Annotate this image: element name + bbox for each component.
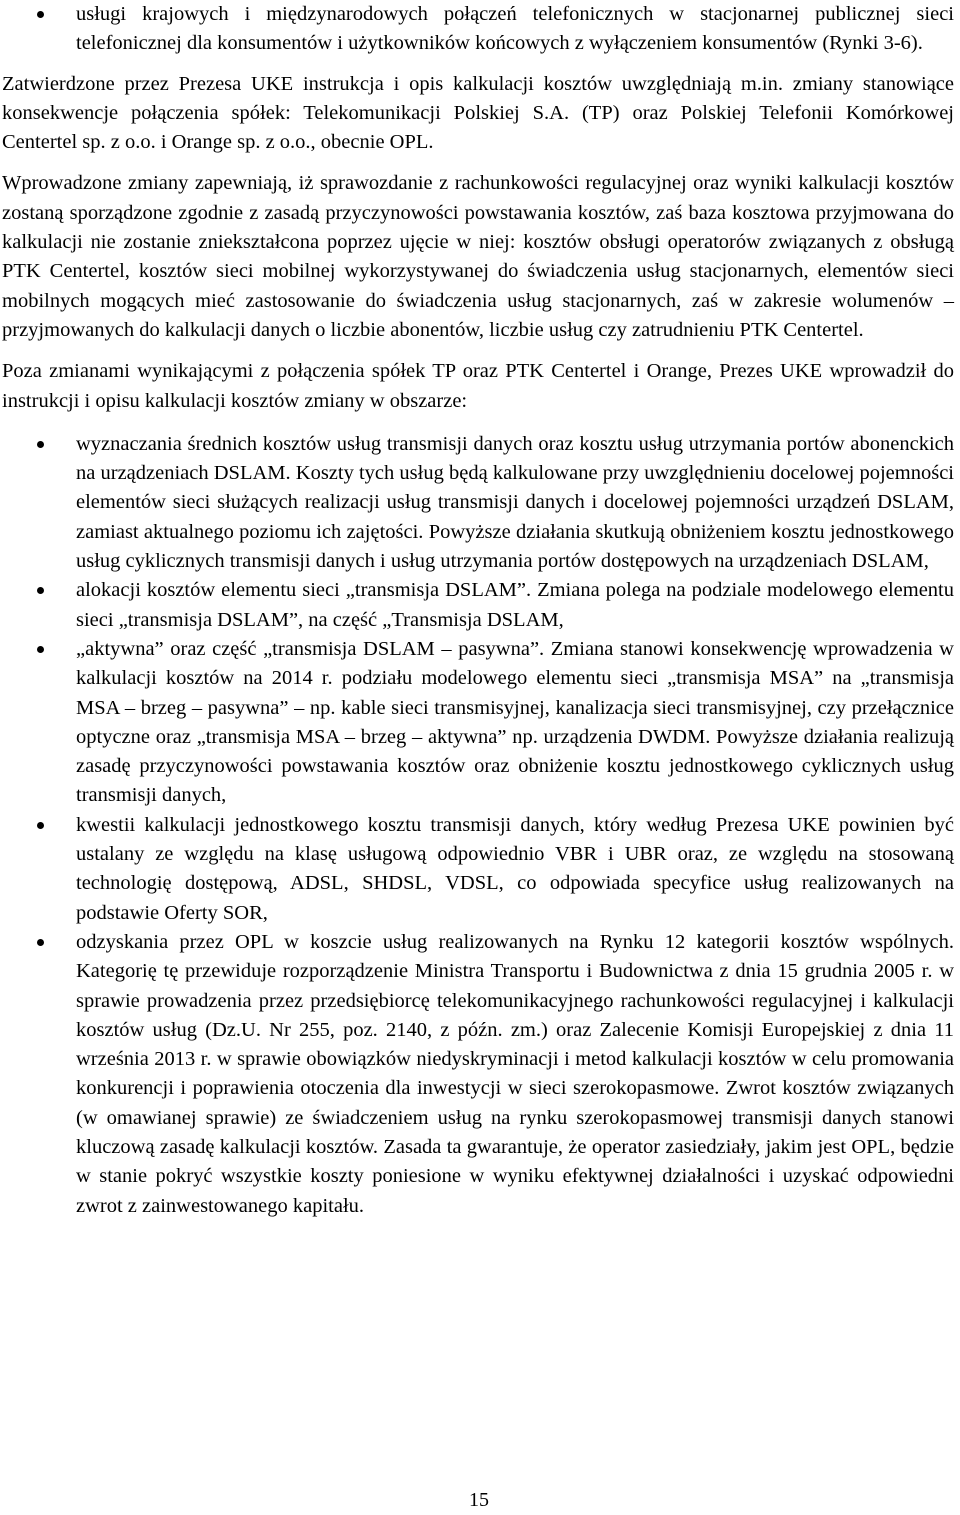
page-number: 15 [469,1489,489,1511]
list-item [2,0,954,59]
paragraph-approval: Zatwierdzone przez Prezesa UKE instrukcja i opis kalkulacji kosztów uwzględniają m.in. zmiany stanowiące konsekwencje połączenia spółek: Telekomunikacji Polskiej S.A. (TP) oraz Polskiej Telefonii Komórkowej Centertel sp. z o.o. i Orange sp. z o.o., obecnie OPL. [2,72,954,154]
top-bullet-list [2,0,954,59]
bullet-icon [37,822,44,829]
bullet-text: wyznaczania średnich kosztów usług transmisji danych oraz kosztu usług utrzymania portów abonenckich na urządzeniach DSLAM. Koszty tych usług będą kalkulowane przy uwzględnieniu docelowej pojemności elementów sieci służących realizacji usług transmisji danych i docelowej pojemności urządzeń DSLAM, zamiast aktualnego poziomu ich zajętości. Powyższe działania skutkują obniżeniem kosztu jednostkowego usług cyklicznych transmisji danych i usług utrzymania portów dostępowych na urządzeniach DSLAM, [76,432,954,573]
list-item [2,430,954,576]
paragraph-intro-list: Poza zmianami wynikającymi z połączenia spółek TP oraz PTK Centertel i Orange, Prezes UKE wprowadził do instrukcji i opisu kalkulacji kosztów zmiany w obszarze: [2,360,954,412]
bullet-text: kwestii kalkulacji jednostkowego kosztu transmisji danych, który według Prezesa UKE powinien być ustalany ze względu na klasę usługową odpowiednio VBR i UBR oraz, ze względu na stosowaną technologię dostępową, ADSL, SHDSL, VDSL, co odpowiada specyfice usług realizowanych na podstawie Oferty SOR, [76,813,954,924]
bullet-text: usługi krajowych i międzynarodowych połączeń telefonicznych w stacjonarnej publicznej sieci telefonicznej dla konsumentów i użytkowników końcowych z wyłączeniem konsumentów (Rynki 3-6). [76,3,954,55]
bullet-text: alokacji kosztów elementu sieci „transmisja DSLAM”. Zmiana polega na podziale modelowego elementu sieci „transmisja DSLAM”, na część „Transmisja DSLAM, [76,579,954,631]
bullet-icon [37,939,44,946]
bullet-text: odzyskania przez OPL w koszcie usług realizowanych na Rynku 12 kategorii kosztów wspólnych. Kategorię tę przewiduje rozporządzenie Ministra Transportu i Budownictwa z dnia 15 grudnia 2005 r. w sprawie prowadzenia przez przedsiębiorcę telekomunikacyjnego rachunkowości regulacyjnej i kalkulacji kosztów usług (Dz.U. Nr 255, poz. 2140, z późn. zm.) oraz Zalecenie Komisji Europejskiej z dnia 11 września 2013 r. w sprawie obowiązków niedyskryminacji i metod kalkulacji kosztów w celu promowania konkurencji i poprawienia otoczenia dla inwestycji w sieci szerokopasmowe. Zwrot kosztów związanych (w omawianej sprawie) ze świadczeniem usług na rynku szerokopasmowej transmisji danych stanowi kluczową zasadę kalkulacji kosztów. Zasada ta gwarantuje, że operator zasiedziały, jakim jest OPL, będzie w stanie pokryć wszystkie koszty poniesione w wyniku efektywnej działalności i uzyskać odpowiedni zwrot z zainwestowanego kapitału. [76,930,954,1217]
bullet-icon [37,11,44,18]
list-item [2,811,954,928]
paragraph-changes: Wprowadzone zmiany zapewniają, iż sprawozdanie z rachunkowości regulacyjnej oraz wyniki kalkulacji kosztów zostaną sporządzone zgodnie z zasadą przyczynowości powstawania kosztów, zaś baza kosztowa przyjmowana do kalkulacji nie zostanie zniekształcona poprzez ujęcie w niej: kosztów obsługi operatorów związanych z obsługą PTK Centertel, kosztów sieci mobilnej wykorzystywanej do świadczenia usług stacjonarnych, elementów sieci mobilnych mogących mieć zastosowanie do świadczenia usług stacjonarnych, zaś w zakresie wolumenów – przyjmowanych do kalkulacji danych o liczbie abonentów, liczbie usług czy zatrudnieniu PTK Centertel. [2,172,954,341]
bullet-icon [37,646,44,653]
bullet-icon [37,587,44,594]
bullet-text: „aktywna” oraz część „transmisja DSLAM – pasywna”. Zmiana stanowi konsekwencję wprowadzenia w kalkulacji kosztów na 2014 r. podziału modelowego elementu sieci „transmisja MSA” na „transmisja MSA – brzeg – pasywna” – np. kable sieci transmisyjnej, kanalizacja sieci transmisyjnej, czy przełącznice optyczne oraz „transmisja MSA – brzeg – aktywna” np. urządzenia DWDM. Powyższe działania realizują zasadę przyczynowości powstawania kosztów oraz obniżenie kosztu jednostkowego cyklicznych usług transmisji danych, [76,637,954,807]
list-item [2,928,954,1221]
bullet-icon [37,441,44,448]
list-item [2,576,954,635]
changes-bullet-list [2,430,954,1221]
text-column [2,0,954,1221]
list-item [2,635,954,811]
